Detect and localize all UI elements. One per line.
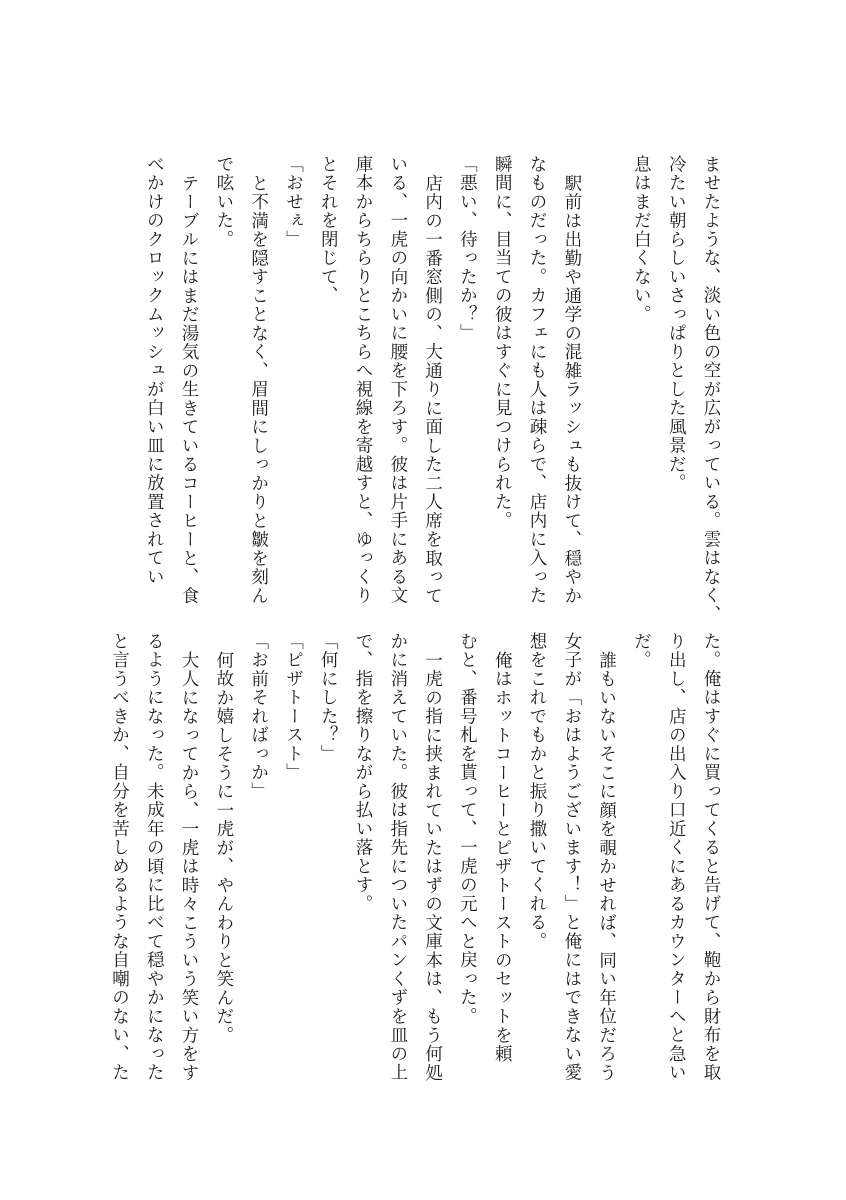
text-line: 何故か嬉しそうに一虎が、やんわりと笑んだ。 <box>213 651 234 1045</box>
text-line: るようになった。未成年の頃に比べて穏やかになった <box>144 632 165 1082</box>
text-line: いる、一虎の向かいに腰を下ろす。彼は片手にある文 <box>387 155 408 605</box>
text-line: だ。 <box>631 632 652 670</box>
text-line: 庫本からちらりとこちらへ視線を寄越すと、ゆっくり <box>353 155 374 605</box>
text-line: り出し、店の出入り口近くにあるカウンターへと急い <box>666 632 687 1082</box>
text-line: 大人になってから、一虎は時々こういう笑い方をす <box>179 651 200 1083</box>
text-line: テーブルにはまだ湯気の生きているコーヒーと、食 <box>179 174 200 606</box>
text-line: なものだった。カフェにも人は疎らで、店内に入った <box>527 155 548 605</box>
text-line: た。俺はすぐに買ってくると告げて、鞄から財布を取 <box>701 632 721 1082</box>
text-line: べかけのクロックムッシュが白い皿に放置されてい <box>144 155 165 587</box>
text-line: で呟いた。 <box>213 155 234 249</box>
text-line: 誰もいないそこに顔を覗かせれば、同い年位だろう <box>596 651 617 1083</box>
text-line: むと、番号札を貰って、一虎の元へと戻った。 <box>457 632 478 1026</box>
text-line: で、指を擦りながら払い落とす。 <box>353 632 374 914</box>
text-block-upper <box>108 155 728 625</box>
text-line: 息はまだ白くない。 <box>631 155 652 324</box>
blank-line <box>589 155 624 625</box>
text-line: 店内の一番窓側の、大通りに面した二人席を取って <box>422 174 443 606</box>
text-line: 「ピザトースト」 <box>283 632 304 782</box>
text-line: 想をこれでもかと振り撒いてくれる。 <box>527 632 548 951</box>
text-line: と不満を隠すことなく、眉間にしっかりと皺を刻ん <box>248 174 269 606</box>
text-block-lower <box>108 632 728 1112</box>
text-line: 「悪い、待ったか？」 <box>457 155 478 343</box>
text-line: かに消えていた。彼は指先についたパンくずを皿の上 <box>387 632 408 1082</box>
text-line: と言うべきか、自分を苦しめるような自嘲のない、た <box>109 632 130 1082</box>
text-line: 冷たい朝らしいさっぱりとした風景だ。 <box>666 155 687 493</box>
text-line: 「お前そればっか」 <box>248 632 269 801</box>
text-line: 俺はホットコーヒーとピザトーストのセットを頼 <box>492 651 513 1064</box>
text-line: とそれを閉じて、 <box>318 155 339 305</box>
text-line: 瞬間に、目当ての彼はすぐに見つけられた。 <box>492 155 513 530</box>
text-line: 女子が「おはようございます！」と俺にはできない愛 <box>561 632 582 1082</box>
text-line: 「おせぇ」 <box>283 155 304 249</box>
text-line: 「何にした？」 <box>318 632 339 764</box>
text-line: 駅前は出勤や通学の混雑ラッシュも抜けて、穏やか <box>561 174 582 606</box>
text-line: 一虎の指に挟まれていたはずの文庫本は、もう何処 <box>422 651 443 1083</box>
text-line: ませたような、淡い色の空が広がっている。雲はなく、 <box>701 155 721 624</box>
